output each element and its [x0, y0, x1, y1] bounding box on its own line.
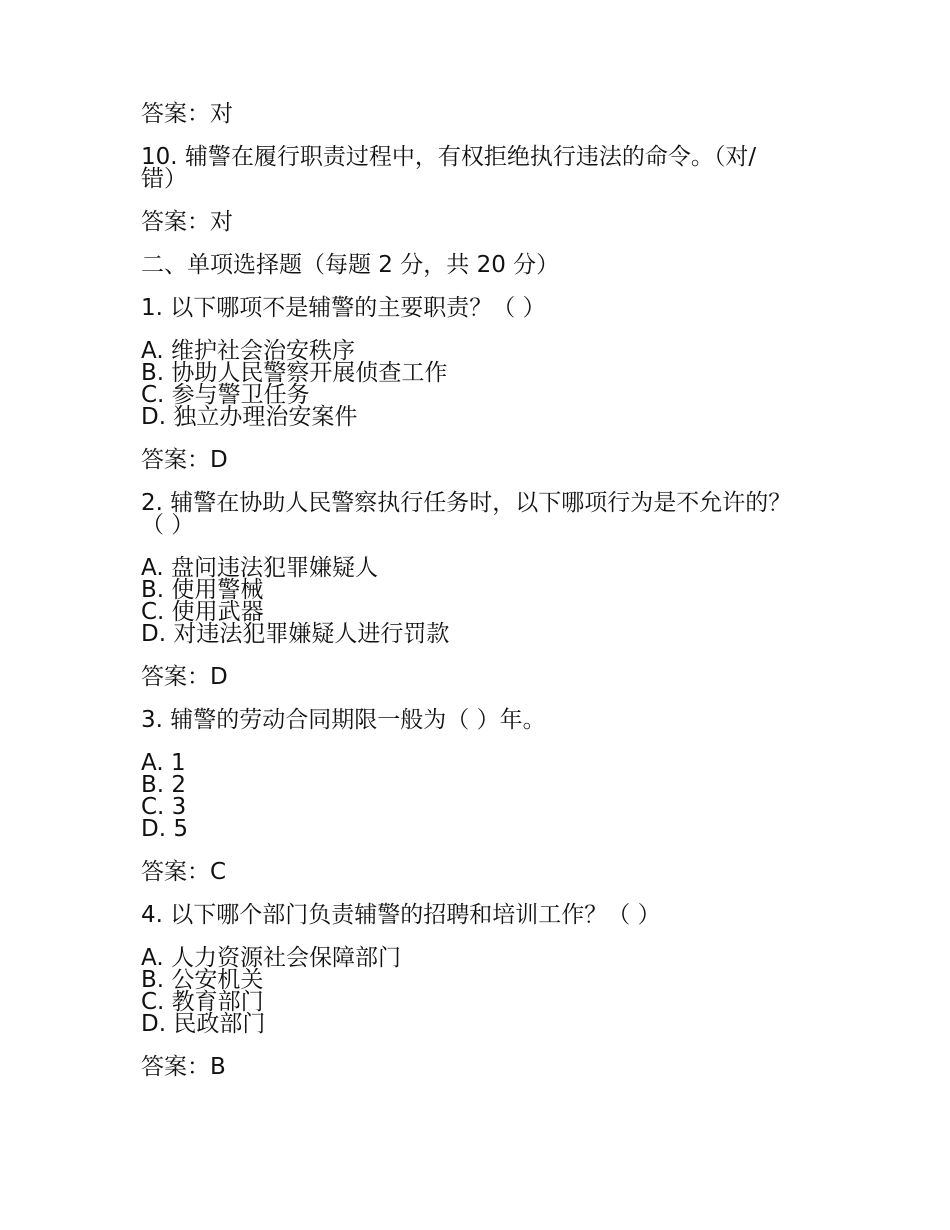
options-list — [141, 557, 821, 645]
question-3: 3. 辅警的劳动合同期限一般为（ ）年。 — [141, 707, 546, 733]
option-c: C. 3 — [141, 794, 187, 820]
option-a: A. 盘问违法犯罪嫌疑人 — [141, 555, 378, 581]
option-b: B. 公安机关 — [141, 967, 264, 993]
option-d: D. 民政部门 — [141, 1011, 266, 1037]
option-c: C. 使用武器 — [141, 599, 264, 625]
option-d: D. 5 — [141, 816, 188, 842]
option-b: B. 使用警械 — [141, 577, 264, 603]
options-list — [141, 947, 821, 1035]
option-d: D. 对违法犯罪嫌疑人进行罚款 — [141, 621, 450, 647]
options-list — [141, 340, 821, 428]
option-b: B. 协助人民警察开展侦查工作 — [141, 360, 448, 386]
answer-line: 答案：C — [141, 859, 227, 885]
document-page — [141, 103, 821, 1099]
option-a: A. 1 — [141, 750, 186, 776]
question-2: 2. 辅警在协助人民警察执行任务时，以下哪项行为是不允许的？（ ） — [141, 490, 792, 538]
options-list — [141, 752, 821, 840]
answer-line: 答案：对 — [141, 209, 233, 235]
answer-line: 答案：B — [141, 1054, 226, 1080]
question-10: 10. 辅警在履行职责过程中，有权拒绝执行违法的命令。（对/错） — [141, 144, 757, 192]
answer-line: 答案：对 — [141, 101, 233, 127]
option-d: D. 独立办理治安案件 — [141, 404, 358, 430]
option-c: C. 参与警卫任务 — [141, 382, 310, 408]
question-1: 1. 以下哪项不是辅警的主要职责？（ ） — [141, 295, 546, 321]
option-a: A. 维护社会治安秩序 — [141, 338, 355, 364]
option-b: B. 2 — [141, 772, 187, 798]
answer-line: 答案：D — [141, 664, 228, 690]
question-4: 4. 以下哪个部门负责辅警的招聘和培训工作？（ ） — [141, 902, 661, 928]
answer-line: 答案：D — [141, 447, 228, 473]
option-c: C. 教育部门 — [141, 989, 264, 1015]
option-a: A. 人力资源社会保障部门 — [141, 945, 401, 971]
section-title: 二、单项选择题（每题 2 分，共 20 分） — [141, 252, 560, 278]
